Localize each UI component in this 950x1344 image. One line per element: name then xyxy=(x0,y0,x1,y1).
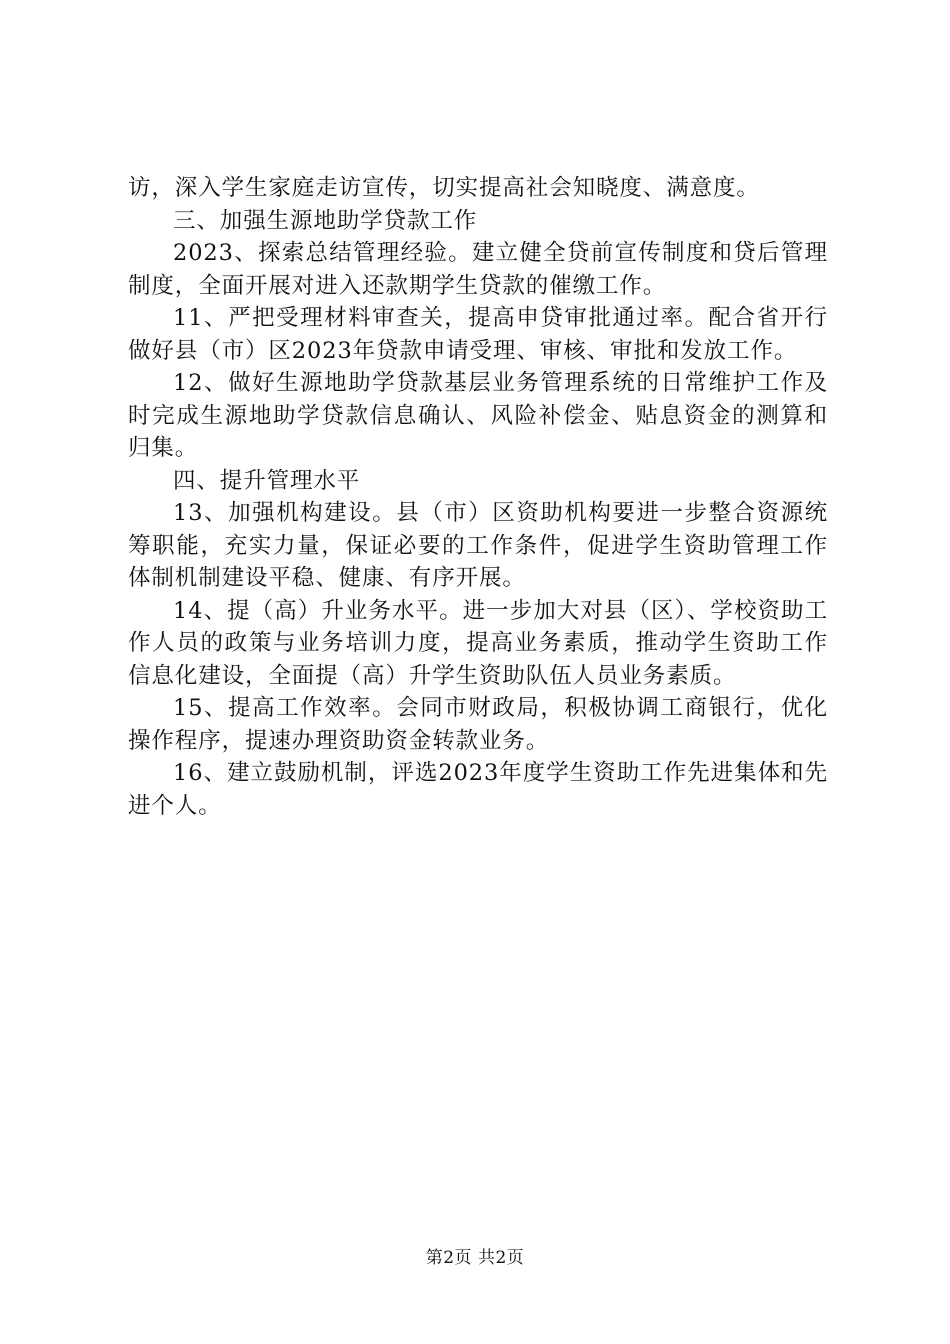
paragraph-item-16: 16、建立鼓励机制，评选2023年度学生资助工作先进集体和先进个人。 xyxy=(128,760,828,819)
section-heading-4: 四、提升管理水平 xyxy=(173,467,361,494)
section-heading-3: 三、加强生源地助学贷款工作 xyxy=(173,207,478,234)
paragraph-item-11: 11、严把受理材料审查关，提高申贷审批通过率。配合省开行做好县（市）区2023年贷款申请受理、审核、审批和发放工作。 xyxy=(128,305,828,364)
page-footer: 第2页 共2页 xyxy=(425,1248,525,1268)
paragraph-continuation: 访，深入学生家庭走访宣传，切实提高社会知晓度、满意度。 xyxy=(128,175,760,201)
paragraph-item-13: 13、加强机构建设。县（市）区资助机构要进一步整合资源统筹职能，充实力量，保证必要的工作条件，促进学生资助管理工作体制机制建设平稳、健康、有序开展。 xyxy=(128,500,828,591)
paragraph-item-12: 12、做好生源地助学贷款基层业务管理系统的日常维护工作及时完成生源地助学贷款信息确认、风险补偿金、贴息资金的测算和归集。 xyxy=(128,370,828,461)
document-body xyxy=(128,172,828,822)
paragraph-item-14: 14、提（高）升业务水平。进一步加大对县（区）、学校资助工作人员的政策与业务培训力度，提高业务素质，推动学生资助工作信息化建设，全面提（高）升学生资助队伍人员业务素质。 xyxy=(128,597,828,689)
paragraph-item-loan-management: 2023、探索总结管理经验。建立健全贷前宣传制度和贷后管理制度，全面开展对进入还款期学生贷款的催缴工作。 xyxy=(128,240,828,299)
paragraph-item-15: 15、提高工作效率。会同市财政局，积极协调工商银行，优化操作程序，提速办理资助资金转款业务。 xyxy=(128,695,828,754)
